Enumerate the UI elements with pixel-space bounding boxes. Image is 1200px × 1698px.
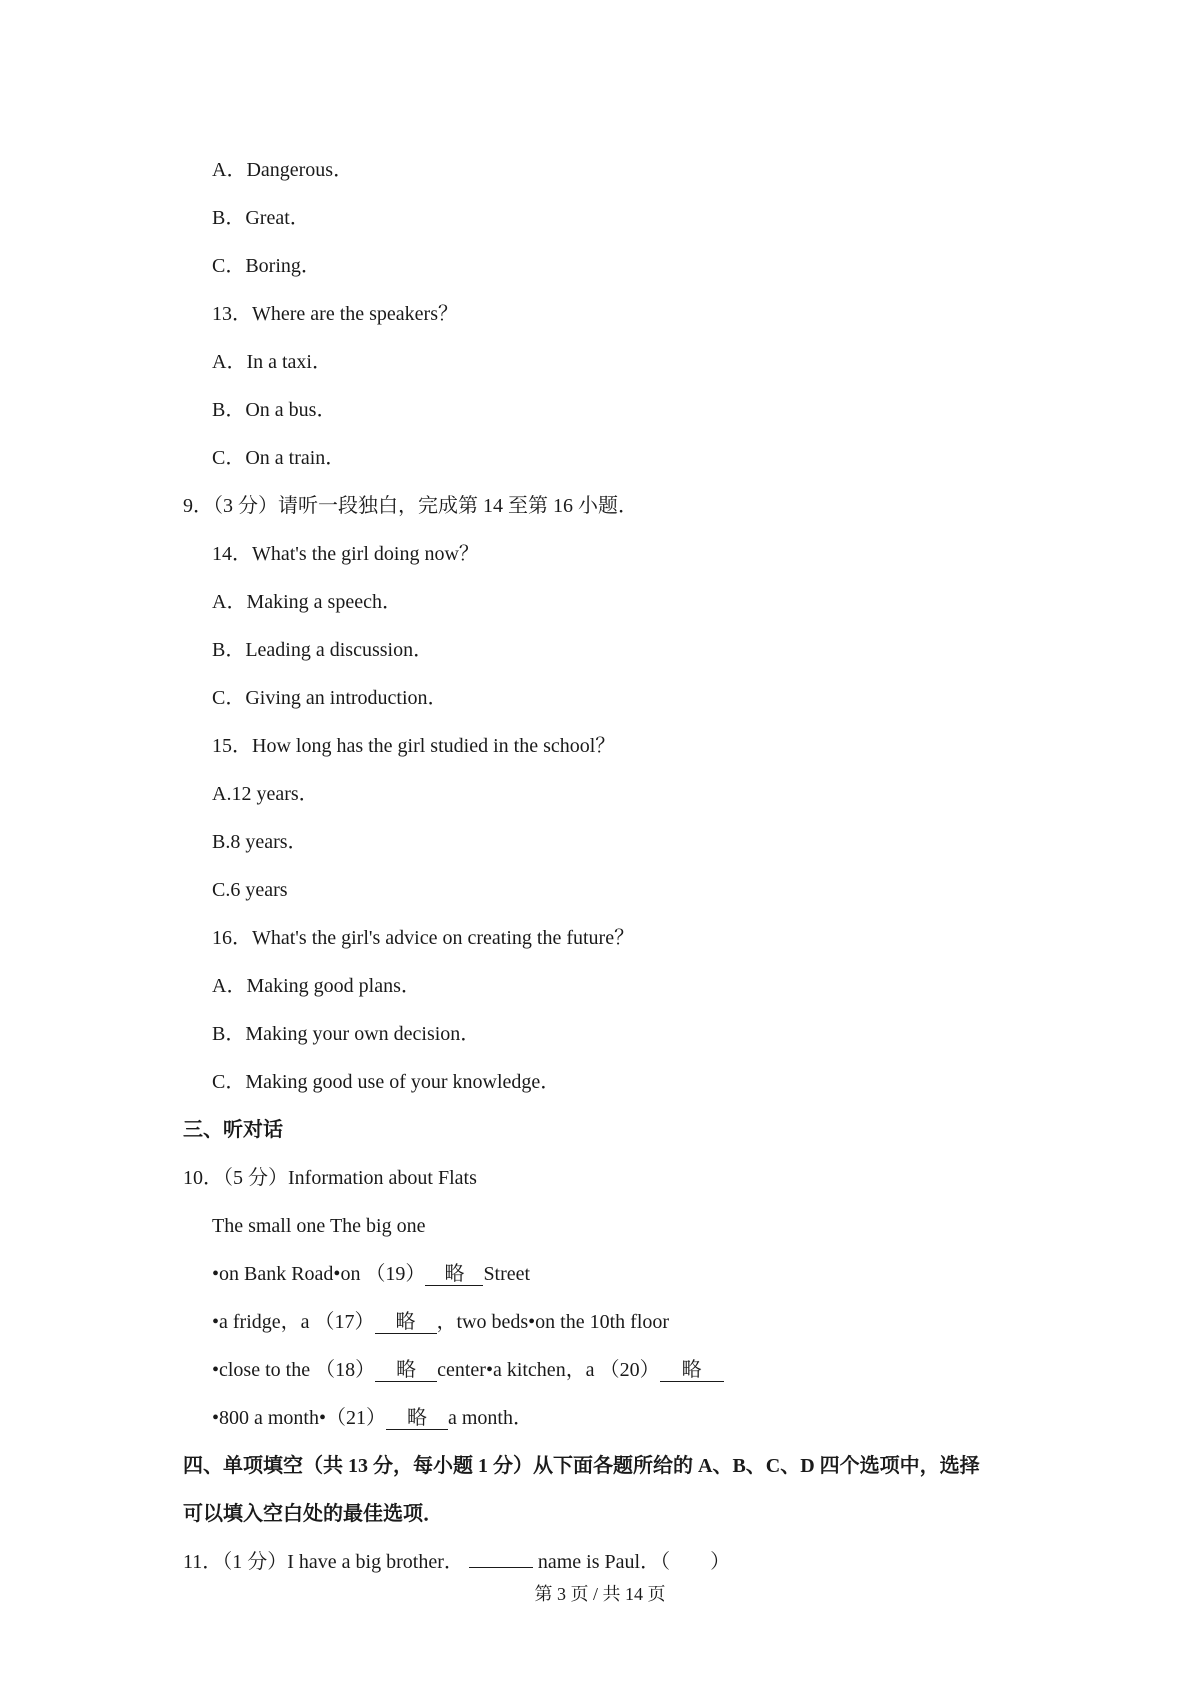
blank-19: 略 [425,1263,483,1286]
option-b-bus: B．On a bus． [212,399,337,421]
question-16: 16．What's the girl's advice on creating the future？ [212,927,635,949]
option-b-decision: B．Making your own decision． [212,1023,481,1045]
question-10-header: 10．（5 分）Information about Flats [183,1167,477,1189]
section-3-heading: 三、听对话 [183,1119,283,1141]
option-c-6-years: C.6 years [212,879,288,901]
page-footer: 第 3 页 / 共 14 页 [534,1584,666,1604]
flats-row-1-start: •on Bank Road•on （19） [212,1263,426,1285]
flats-row-4-start: •800 a month•（21） [212,1407,386,1429]
section-4-heading-line-1: 四、单项填空（共 13 分，每小题 1 分）从下面各题所给的 A、B、C、D 四个选项中，选择 [183,1455,980,1477]
option-c-train: C．On a train． [212,447,346,469]
question-13: 13．Where are the speakers？ [212,303,458,325]
option-b-8-years: B.8 years． [212,831,308,853]
flats-row-3 [212,1357,724,1383]
option-c-knowledge: C．Making good use of your knowledge． [212,1071,561,1093]
question-11-suffix: name is Paul．（ [537,1551,671,1573]
flats-row-1-end: Street [483,1263,531,1285]
option-b-discussion: B．Leading a discussion． [212,639,434,661]
blank-17: 略 [375,1311,437,1334]
blank-21: 略 [386,1407,448,1430]
flats-row-2-end: ，two beds•on the 10th floor [436,1311,670,1333]
flats-row-3-mid: center•a kitchen，a （20） [437,1359,660,1381]
question-14: 14．What's the girl doing now？ [212,543,479,565]
flats-row-3-start: •close to the （18） [212,1359,376,1381]
flats-table-header: The small one The big one [212,1215,426,1237]
answer-blank [469,1549,533,1568]
flats-row-2 [212,1309,669,1335]
flats-row-2-start: •a fridge，a （17） [212,1311,375,1333]
option-a-12-years: A.12 years． [212,783,319,805]
option-a-plans: A．Making good plans． [212,975,421,997]
section-4-heading-line-2: 可以填入空白处的最佳选项． [183,1503,443,1525]
question-11 [183,1549,730,1575]
blank-18: 略 [375,1359,437,1382]
question-11-close: ） [710,1551,731,1573]
option-a-speech: A．Making a speech． [212,591,402,613]
option-a-dangerous: A．Dangerous． [212,159,354,181]
option-c-introduction: C．Giving an introduction． [212,687,448,709]
blank-20: 略 [660,1359,724,1382]
option-c-boring: C．Boring． [212,255,321,277]
question-11-prefix: 11．（1 分）I have a big brother． [183,1551,464,1573]
flats-row-1 [212,1261,530,1287]
option-b-great: B．Great． [212,207,310,229]
question-9-header: 9．（3 分）请听一段独白，完成第 14 至第 16 小题． [183,495,638,517]
option-a-taxi: A．In a taxi． [212,351,332,373]
flats-row-4 [212,1405,533,1431]
question-15: 15．How long has the girl studied in the school？ [212,735,616,757]
flats-row-4-end: a month． [448,1407,533,1429]
